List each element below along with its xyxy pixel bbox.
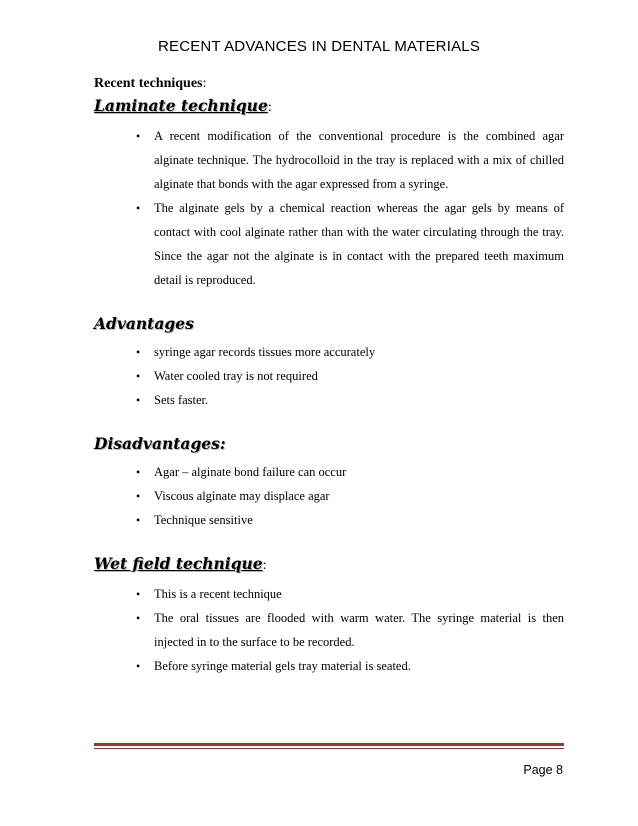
section-heading-text: Advantages	[94, 314, 194, 333]
section-heading-text: Laminate technique	[94, 96, 268, 115]
section-spacer	[94, 412, 564, 434]
bullet-icon: •	[136, 659, 141, 673]
list-item-text: Sets faster.	[154, 393, 209, 407]
bullet-list-laminate	[94, 124, 564, 292]
list-item-text: Viscous alginate may displace agar	[154, 489, 330, 503]
bullet-icon: •	[136, 345, 141, 359]
footer-rule-thin	[94, 748, 564, 749]
list-item-text: The alginate gels by a chemical reaction whereas the agar gels by means of contact with cool alginate rather than with the water circulating through the tray. Since the agar not the alginate is in contact with the prepared teeth maximum detail is reproduced.	[154, 201, 564, 287]
list-item-text: A recent modification of the conventional procedure is the combined agar alginate technique. The hydrocolloid in the tray is replaced with a mix of chilled alginate that bonds with the agar expressed from a syringe.	[154, 129, 564, 191]
section-heading-text: Wet field technique	[94, 554, 263, 573]
bullet-icon: •	[136, 369, 141, 383]
bullet-icon: •	[136, 587, 141, 601]
list-item	[94, 582, 564, 606]
section-spacer	[94, 292, 564, 314]
bullet-icon: •	[136, 129, 141, 143]
list-item	[94, 606, 564, 654]
bullet-list-advantages	[94, 340, 564, 412]
list-item-text: Technique sensitive	[154, 513, 253, 527]
section-heading-colon: :	[267, 100, 272, 115]
page-number: Page 8	[523, 763, 563, 777]
intro-colon: :	[202, 76, 207, 91]
section-spacer	[94, 532, 564, 554]
footer-rule-thick	[94, 743, 564, 746]
list-item	[94, 484, 564, 508]
bullet-list-wet-field	[94, 582, 564, 678]
bullet-list-disadvantages	[94, 460, 564, 532]
bullet-icon: •	[136, 513, 141, 527]
section-heading-colon: :	[262, 558, 267, 573]
list-item-text: Water cooled tray is not required	[154, 369, 318, 383]
list-item	[94, 340, 564, 364]
list-item-text: syringe agar records tissues more accurately	[154, 345, 376, 359]
list-item	[94, 388, 564, 412]
section-heading-laminate	[94, 96, 564, 118]
section-heading-disadvantages	[94, 434, 564, 454]
section-heading-wet-field	[94, 554, 564, 576]
list-item	[94, 460, 564, 484]
bullet-icon: •	[136, 489, 141, 503]
page-content	[94, 76, 564, 678]
running-header: RECENT ADVANCES IN DENTAL MATERIALS	[157, 38, 481, 55]
section-heading-text: Disadvantages:	[94, 434, 226, 453]
list-item	[94, 654, 564, 678]
section-heading-advantages	[94, 314, 564, 334]
intro-label: Recent techniques	[94, 76, 203, 91]
bullet-icon: •	[136, 611, 141, 625]
list-item-text: This is a recent technique	[154, 587, 282, 601]
list-item	[94, 508, 564, 532]
bullet-icon: •	[136, 465, 141, 479]
intro-line	[94, 76, 564, 92]
bullet-icon: •	[136, 393, 141, 407]
list-item	[94, 196, 564, 292]
bullet-icon: •	[136, 201, 141, 215]
list-item-text: Before syringe material gels tray material is seated.	[154, 659, 411, 673]
list-item-text: Agar – alginate bond failure can occur	[154, 465, 347, 479]
list-item-text: The oral tissues are flooded with warm water. The syringe material is then injected in to the surface to be recorded.	[154, 611, 564, 649]
list-item	[94, 364, 564, 388]
list-item	[94, 124, 564, 196]
